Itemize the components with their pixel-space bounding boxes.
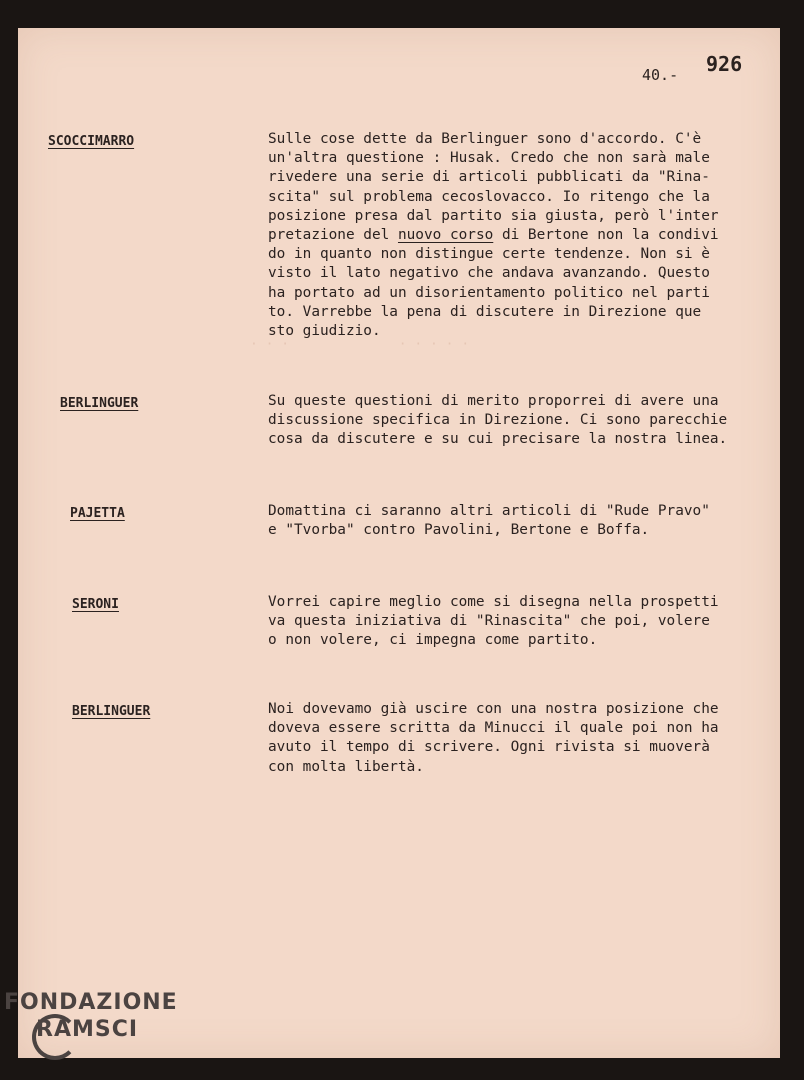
text-line: posizione presa dal partito sia giusta, però l'inter [268,207,719,224]
text-line: do in quanto non distingue certe tendenze. Non si è [268,246,710,263]
text-line: avuto il tempo di scrivere. Ogni rivista si muoverà [268,739,710,756]
text-line: con molta libertà. [268,758,424,775]
logo-g-icon [32,1014,78,1060]
speaker-label: BERLINGUER [60,396,139,411]
text-line: Noi dovevamo già uscire con una nostra posizione che [268,701,719,717]
text-line: o non volere, ci impegna come partito. [268,632,598,649]
speech-text [268,700,768,777]
text-line: sto giudizio. [268,323,381,340]
text-line: scita" sul problema cecoslovacco. Io ritengo che la [268,188,710,205]
text-line: Su queste questioni di merito proporrei di avere una [268,393,719,409]
text-line: Sulle cose dette da Berlinguer sono d'accordo. C'è [268,131,702,147]
text-line: doveva essere scritta da Minucci il quale poi non ha [268,720,719,737]
text-line: cosa da discutere e su cui precisare la nostra linea. [268,431,728,448]
text-line: discussione specifica in Direzione. Ci sono parecchie [268,412,728,429]
text-line: un'altra questione : Husak. Credo che non sarà male [268,150,710,167]
text-line: visto il lato negativo che andava avanzando. Questo [268,265,710,282]
speaker-label: PAJETTA [70,506,125,521]
fondazione-gramsci-logo [4,990,178,1042]
text-line: pretazione del nuovo corso di Bertone non la condivi [268,227,719,244]
text-line: rivedere una serie di articoli pubblicati da "Rina- [268,169,710,186]
section-number: 40.- [642,66,679,84]
speech-text [268,502,768,540]
speaker-label: SERONI [72,597,119,612]
speech-text [268,593,768,651]
show-through-text: · · · · · · · · [250,337,470,352]
text-line: to. Varrebbe la pena di discutere in Direzione que [268,303,702,320]
logo-line-2: RAMSCI [36,1017,139,1042]
speaker-label: SCOCCIMARRO [48,134,135,149]
speech-text [268,130,768,341]
text-line: ha portato ad un disorientamento politico nel parti [268,284,710,301]
text-line: Vorrei capire meglio come si disegna nella prospetti [268,594,719,610]
speech-text [268,392,768,450]
text-line: va questa iniziativa di "Rinascita" che poi, volere [268,613,710,630]
logo-line-1: FONDAZIONE [4,990,178,1015]
speaker-label: BERLINGUER [72,704,151,719]
text-line: Domattina ci saranno altri articoli di "Rude Pravo" [268,503,710,519]
page-number: 926 [706,52,743,76]
text-line: e "Tvorba" contro Pavolini, Bertone e Boffa. [268,522,650,539]
